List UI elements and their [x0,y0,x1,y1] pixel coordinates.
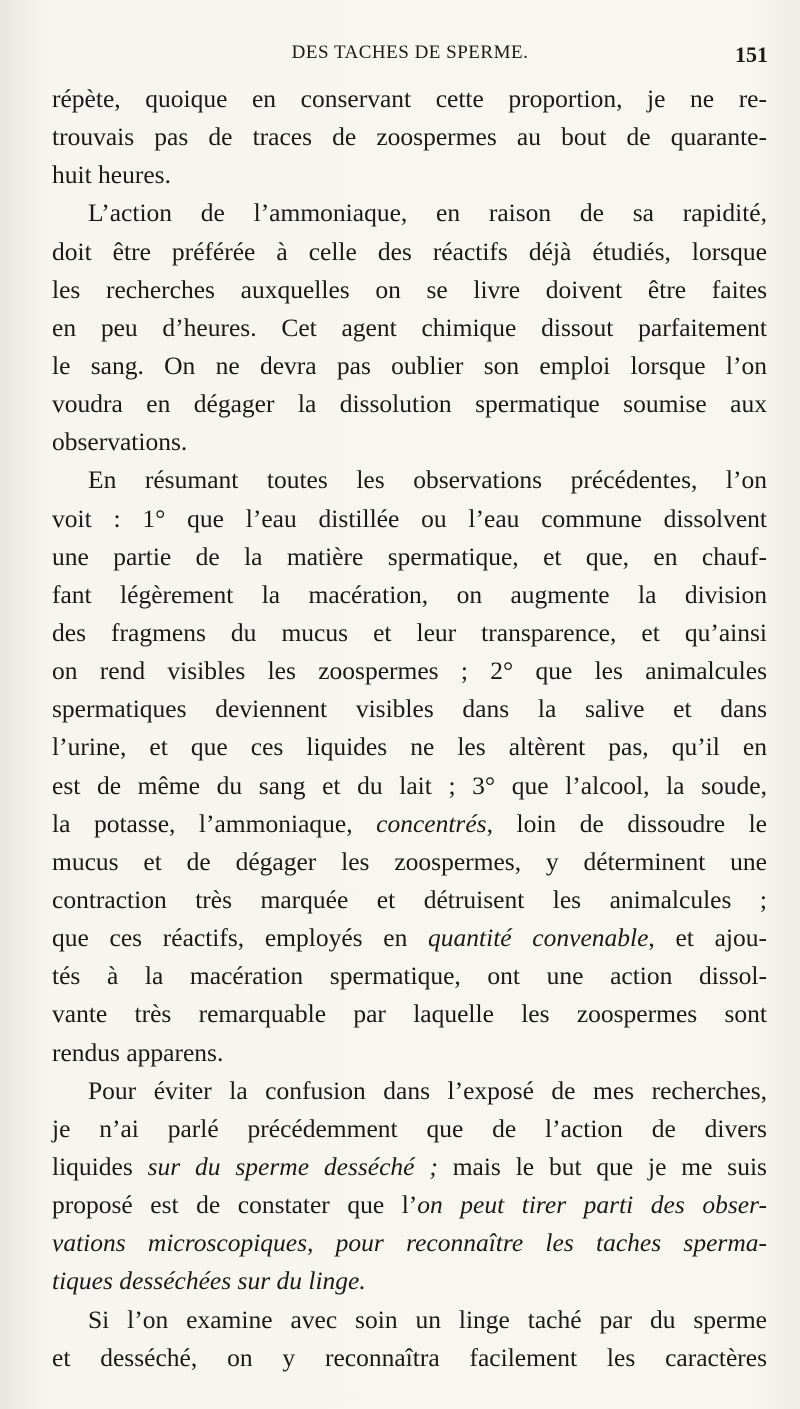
text-run: des fragmens du mucus et leur transparence, et qu’ainsi [52,617,767,647]
text-run: doit être préférée à celle des réactifs déjà étudiés, lorsque [52,236,767,266]
text-line [52,919,767,957]
text-line [52,80,767,118]
text-line [52,309,767,347]
text-line [52,1148,767,1186]
text-line [52,576,767,614]
text-line [52,767,767,805]
text-line [52,118,767,156]
text-line [52,385,767,423]
text-line [52,728,767,766]
text-line [52,1034,767,1072]
text-run: que ces réactifs, employés en [52,923,429,953]
text-line [52,156,767,194]
text-run: observations. [52,427,188,457]
text-line [52,538,767,576]
text-run: Si l’on examine avec soin un linge taché par du sperme [88,1304,767,1334]
text-line [52,843,767,881]
italic-run: on peut tirer parti des obser- [417,1190,767,1220]
text-run: proposé est de constater que l’ [52,1190,418,1220]
body-text [52,80,767,1377]
text-line [52,1224,767,1262]
text-run: fant légèrement la macération, on augmente la division [52,579,767,609]
text-run: , loin de dissoudre le [486,808,767,838]
text-run: mais le but que je me suis [437,1151,767,1181]
text-run: trouvais pas de traces de zoospermes au bout de quarante- [52,122,767,152]
text-run: voudra en dégager la dissolution spermatique soumise aux [52,389,767,419]
text-line [52,690,767,728]
text-line [52,500,767,538]
italic-run: quantité convenable [428,923,649,953]
text-line [52,805,767,843]
italic-run: sur du sperme desséché ; [147,1151,438,1181]
text-line [52,1339,767,1377]
text-run: huit heures. [52,160,171,190]
text-line [52,423,767,461]
text-line [52,233,767,271]
text-run: rendus apparens. [52,1037,224,1067]
text-run: en peu d’heures. Cet agent chimique dissout parfaitement [52,312,767,342]
text-line [52,1262,767,1300]
text-run: je n’ai parlé précédemment que de l’action de divers [52,1113,767,1143]
text-run: spermatiques deviennent visibles dans la salive et dans [52,694,767,724]
text-run: contraction très marquée et détruisent les animalcules ; [52,884,767,914]
text-run: l’urine, et que ces liquides ne les altèrent pas, qu’il en [52,732,767,762]
text-run: tés à la macération spermatique, ont une action dissol- [52,961,767,991]
text-line [52,652,767,690]
text-run: est de même du sang et du lait ; 3° que l’alcool, la soude, [52,770,767,800]
text-run: L’action de l’ammoniaque, en raison de sa rapidité, [88,198,767,228]
italic-run: concentrés [376,808,487,838]
text-line [52,957,767,995]
text-line [52,1072,767,1110]
text-run: , et ajou- [648,923,767,953]
text-line [52,347,767,385]
text-run: les recherches auxquelles on se livre doivent être faites [52,274,767,304]
italic-run: tiques desséchées sur du linge. [52,1266,366,1296]
text-line [52,1110,767,1148]
text-run: et desséché, on y reconnaîtra facilement les caractères [52,1342,767,1372]
text-run: Pour éviter la confusion dans l’exposé de mes recherches, [88,1075,767,1105]
text-run: le sang. On ne devra pas oublier son emploi lorsque l’on [52,350,767,380]
italic-run: vations microscopiques, pour reconnaître les taches sperma- [52,1228,767,1258]
page-header [52,40,768,76]
text-run: mucus et de dégager les zoospermes, y déterminent une [52,846,767,876]
text-line [52,614,767,652]
text-line [52,995,767,1033]
text-line [52,271,767,309]
text-line [52,1301,767,1339]
text-line [52,194,767,232]
text-line [52,461,767,499]
page-number: 151 [735,42,768,67]
text-line [52,1186,767,1224]
text-run: liquides [52,1151,148,1181]
text-run: vante très remarquable par laquelle les zoospermes sont [52,999,767,1029]
text-run: on rend visibles les zoospermes ; 2° que les animalcules [52,656,767,686]
running-title: DES TACHES DE SPERME. [291,42,529,63]
text-run: une partie de la matière spermatique, et que, en chauf- [52,541,767,571]
text-line [52,881,767,919]
text-run: la potasse, l’ammoniaque, [52,808,377,838]
text-run: répète, quoique en conservant cette proportion, je ne re- [52,84,767,113]
text-run: En résumant toutes les observations précédentes, l’on [88,465,767,495]
text-run: voit : 1° que l’eau distillée ou l’eau commune dissolvent [52,503,767,533]
